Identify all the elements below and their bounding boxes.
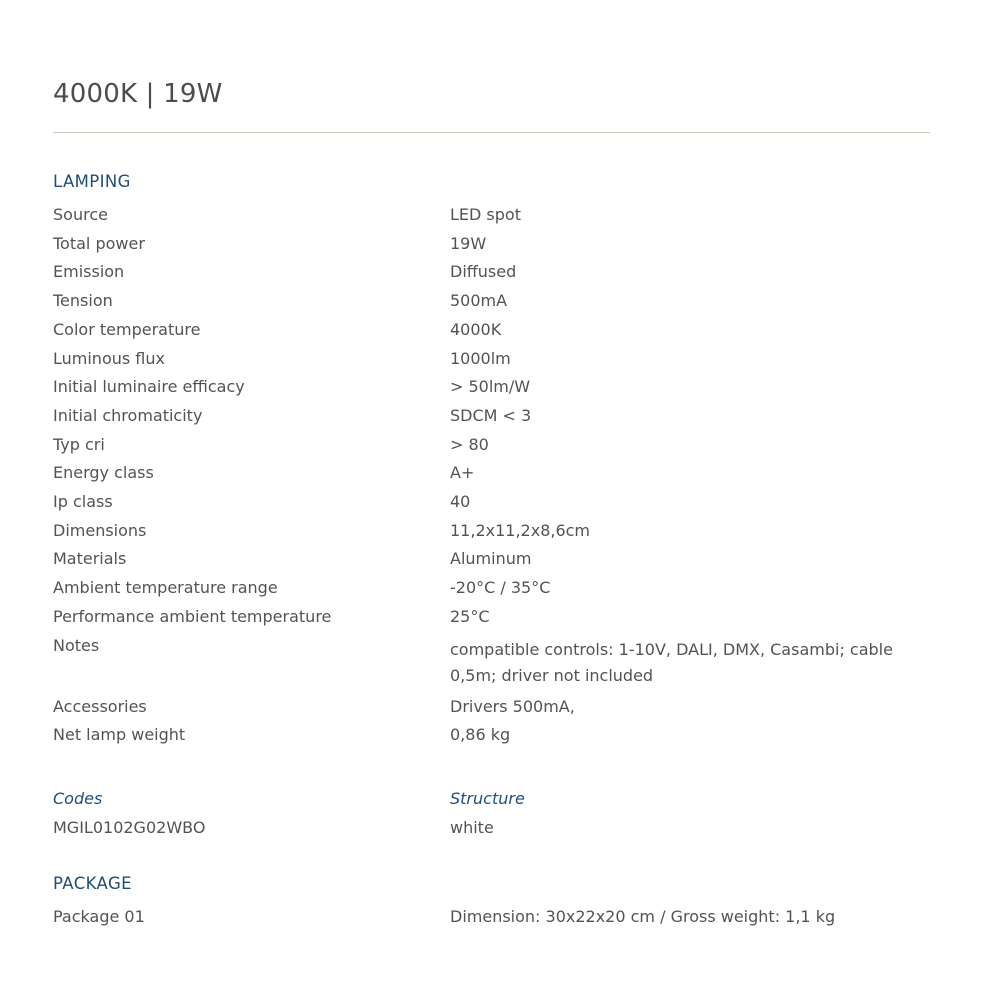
spec-label: Materials [53,549,127,569]
spec-row [53,345,933,374]
structure-heading: Structure [450,789,525,808]
package-value: Dimension: 30x22x20 cm / Gross weight: 1,1 kg [450,907,836,926]
spec-row [53,287,933,316]
spec-label: Color temperature [53,319,201,339]
spec-value: LED spot [450,205,521,224]
spec-label: Notes [53,635,100,655]
spec-label: Accessories [53,696,147,716]
codes-block [53,785,933,843]
spec-row [53,488,933,517]
spec-label: Performance ambient temperature [53,606,332,626]
section-heading-lamping: LAMPING [53,172,131,191]
spec-row [53,693,933,722]
package-row [53,903,933,931]
title-divider [53,132,930,133]
spec-label: Initial chromaticity [53,405,203,425]
spec-label: Dimensions [53,520,147,540]
spec-value: > 50lm/W [450,377,531,397]
spec-value: Diffused [450,262,517,282]
package-label: Package 01 [53,907,145,926]
spec-value: compatible controls: 1-10V, DALI, DMX, Casambi; cable 0,5m; driver not included [450,639,893,685]
spec-value: 500mA [450,291,508,311]
page-title: 4000K | 19W [53,79,223,109]
spec-value: 40 [450,492,471,512]
spec-row [53,402,933,431]
spec-row [53,230,933,259]
codes-heading: Codes [53,789,103,808]
spec-label: Energy class [53,463,154,483]
spec-row [53,603,933,632]
spec-row [53,574,933,603]
spec-value: > 80 [450,434,489,454]
spec-row [53,459,933,488]
spec-value: 19W [450,233,487,253]
spec-row-notes [53,632,933,689]
spec-label: Ip class [53,492,113,512]
spec-value: A+ [450,463,475,483]
structure-value: white [450,818,494,837]
section-heading-package: PACKAGE [53,874,132,893]
spec-row [53,201,933,230]
spec-value: 0,86 kg [450,725,511,745]
spec-label: Emission [53,262,125,282]
spec-label: Luminous flux [53,348,165,368]
lamping-spec-list [53,201,933,750]
spec-value: 1000lm [450,348,511,368]
spec-label: Ambient temperature range [53,578,278,598]
spec-label: Total power [53,233,145,253]
spec-value: 4000K [450,319,502,339]
spec-row [53,721,933,750]
spec-row [53,545,933,574]
spec-row [53,431,933,460]
spec-value: Aluminum [450,549,532,569]
spec-value: -20°C / 35°C [450,578,551,598]
spec-value: 25°C [450,606,490,626]
spec-label: Source [53,205,108,224]
codes-value-row [53,813,933,843]
spec-row [53,258,933,287]
spec-label: Net lamp weight [53,725,186,745]
codes-header-row [53,785,933,813]
spec-row [53,316,933,345]
spec-label: Typ cri [53,434,105,454]
spec-value: Drivers 500mA, [450,696,575,716]
spec-row [53,517,933,546]
spec-label: Initial luminaire efficacy [53,377,245,397]
spec-value: SDCM < 3 [450,405,532,425]
code-value: MGIL0102G02WBO [53,818,206,837]
package-block [53,903,933,931]
spec-row [53,373,933,402]
spec-value: 11,2x11,2x8,6cm [450,520,591,540]
spec-label: Tension [53,291,113,311]
